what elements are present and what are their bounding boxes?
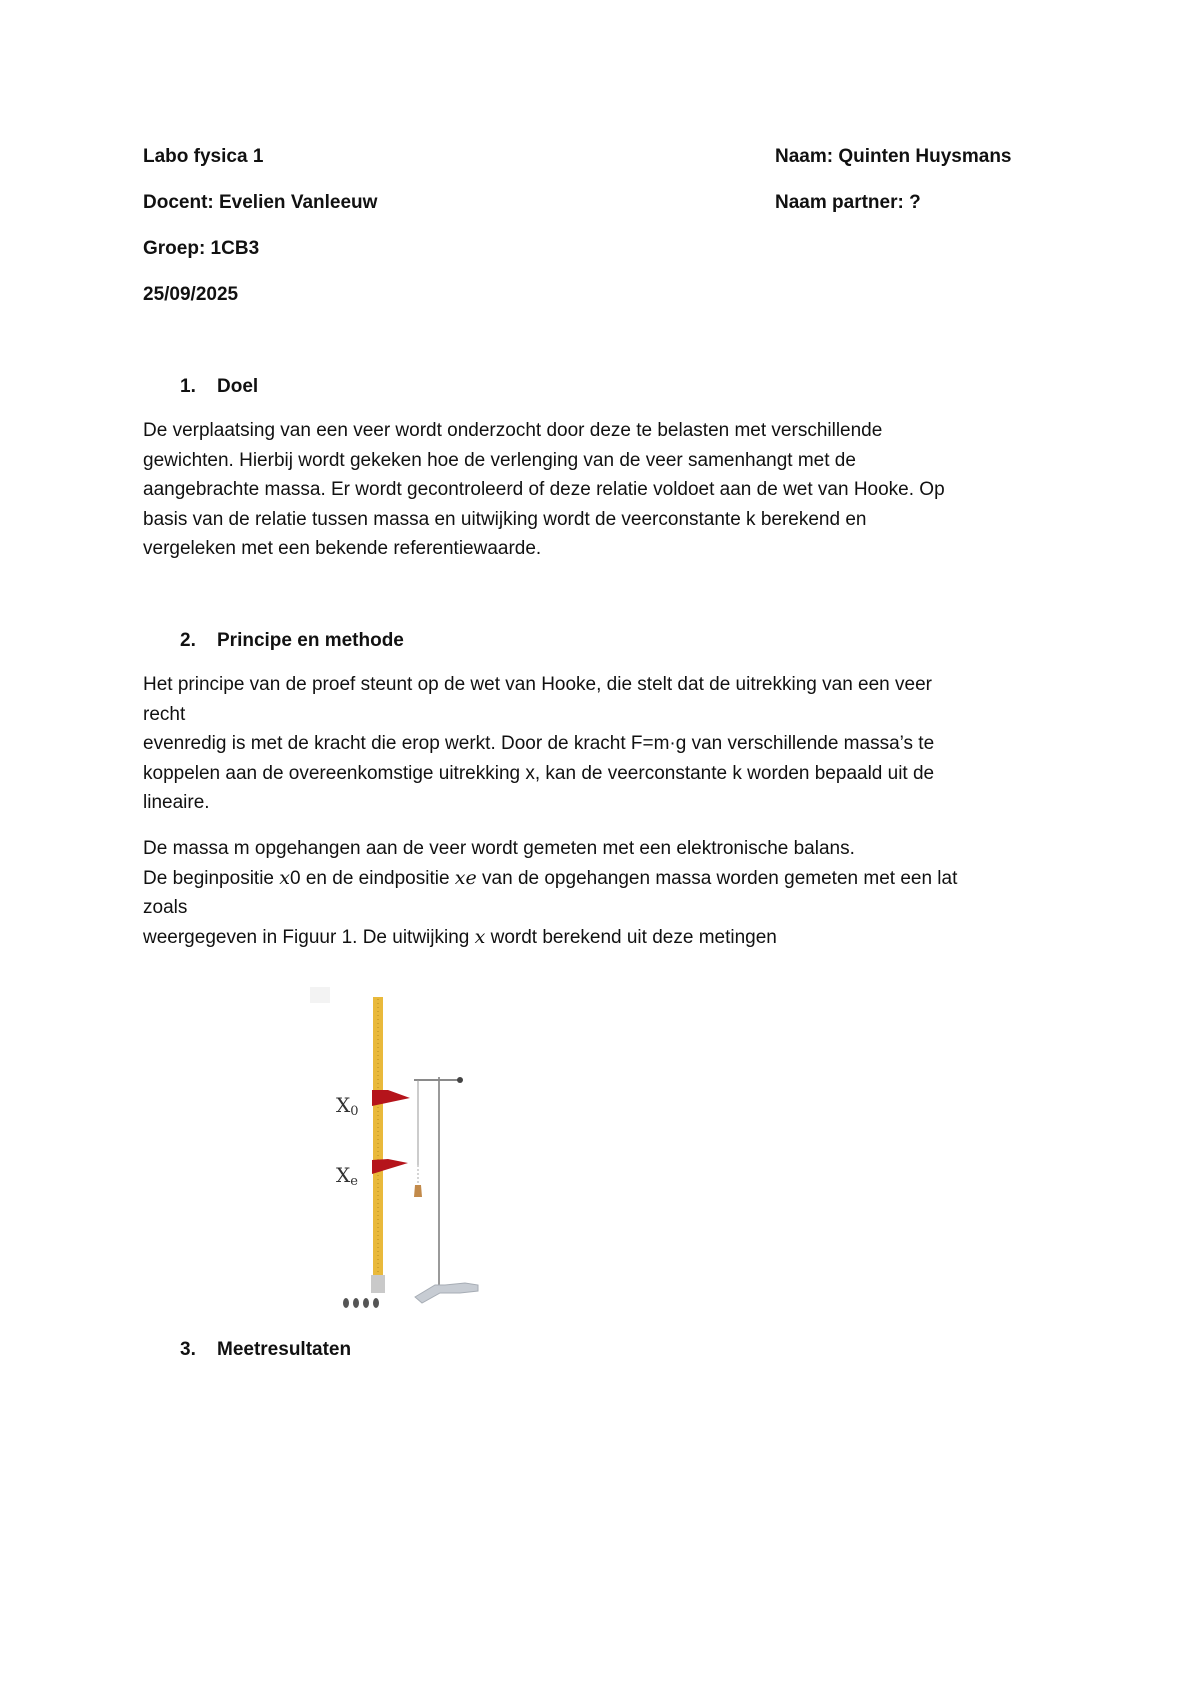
weight <box>363 1298 369 1308</box>
date-line: 25/09/2025 <box>143 284 239 305</box>
section-heading-meetresultaten <box>180 1338 351 1362</box>
symbol-xe: xe <box>454 866 477 889</box>
rod-base <box>371 1275 385 1293</box>
section-title: Doel <box>217 376 259 397</box>
label-xe: Xe <box>336 1163 358 1189</box>
figure-svg <box>300 985 500 1315</box>
text-line: koppelen aan de overeenkomstige uitrekking x, kan de veerconstante k worden bepaald uit de <box>143 762 935 784</box>
label-x0: X0 <box>336 1093 359 1119</box>
text-line: Het principe van de proef steunt op de wet van Hooke, die stelt dat de uitrekking van een veer <box>143 674 932 695</box>
symbol-x: x <box>279 866 290 889</box>
doel-paragraph <box>143 416 1083 564</box>
text-line: evenredig is met de kracht die erop werkt. Door de kracht F=m·g van verschillende massa’s te <box>143 733 935 754</box>
figure-corner-shade <box>310 987 330 1003</box>
symbol-x: x <box>474 925 486 948</box>
text-span: De beginpositie <box>143 867 280 889</box>
section-number: 3. <box>180 1339 196 1360</box>
symbol-x0 <box>279 867 290 889</box>
symbol-x0-index: 0 <box>289 867 301 889</box>
principe-paragraph-2 <box>143 834 1103 952</box>
text-line: De verplaatsing van een veer wordt onderzocht door deze te belasten met verschillende <box>143 420 883 441</box>
weight <box>343 1298 349 1308</box>
text-span: wordt berekend uit deze metingen <box>485 926 777 948</box>
text-line <box>143 864 1103 894</box>
text-line: gewichten. Hierbij wordt gekeken hoe de verlenging van de veer samenhangt met de <box>143 449 856 471</box>
hanging-mass <box>414 1185 422 1197</box>
section-number: 1. <box>180 376 196 397</box>
marker-x0 <box>372 1090 410 1106</box>
student-name: Naam: Quinten Huysmans <box>775 146 1012 167</box>
text-span: van de opgehangen massa worden gemeten met een lat <box>476 867 958 889</box>
text-line: zoals <box>143 897 188 918</box>
group-line: Groep: 1CB3 <box>143 238 260 259</box>
stand-base <box>415 1283 478 1303</box>
weight <box>353 1298 359 1308</box>
text-line: recht <box>143 703 186 725</box>
teacher-line: Docent: Evelien Vanleeuw <box>143 192 378 213</box>
text-line: basis van de relatie tussen massa en uitwijking wordt de veerconstante k berekend en <box>143 508 867 530</box>
weight <box>373 1298 379 1308</box>
text-span: weergegeven in Figuur 1. De uitwijking <box>143 926 475 948</box>
section-heading-principe <box>180 629 404 653</box>
marker-xe <box>372 1159 408 1174</box>
section-heading-doel <box>180 375 258 399</box>
text-line <box>143 923 1103 953</box>
text-span: en de eindpositie <box>300 867 455 889</box>
stand-knob <box>457 1077 463 1083</box>
text-line: lineaire. <box>143 792 210 813</box>
course-title: Labo fysica 1 <box>143 146 264 167</box>
weights-set <box>343 1298 379 1308</box>
section-title: Meetresultaten <box>217 1339 352 1360</box>
figure-1-spring-setup <box>300 985 500 1315</box>
text-line: aangebrachte massa. Er wordt gecontroleerd of deze relatie voldoet aan de wet van Hooke. Op <box>143 479 945 500</box>
partner-name: Naam partner: ? <box>775 192 921 213</box>
section-number: 2. <box>180 630 196 651</box>
text-line: vergeleken met een bekende referentiewaarde. <box>143 538 542 559</box>
principe-paragraph-1 <box>143 670 1083 818</box>
text-line: De massa m opgehangen aan de veer wordt gemeten met een elektronische balans. <box>143 838 855 859</box>
section-title: Principe en methode <box>217 630 404 651</box>
